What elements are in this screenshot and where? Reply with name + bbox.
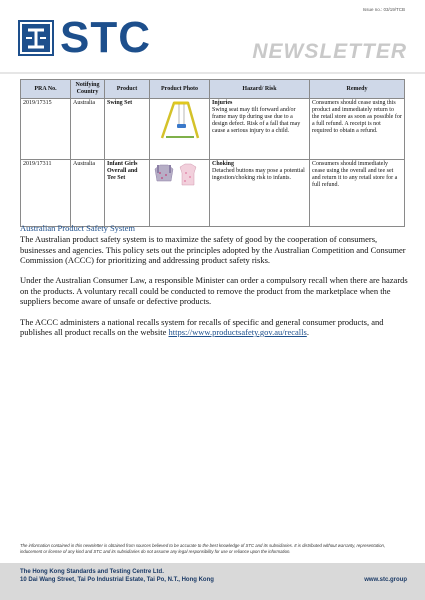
notifying-country: Australia [71,160,105,227]
recalls-table [20,79,405,227]
pra-number: 2019/17315 [21,99,71,160]
stc-logo [18,13,178,62]
pra-number: 2019/17311 [21,160,71,227]
table-row [21,99,405,160]
page-footer [0,563,425,600]
stc-logo-icon [18,20,54,56]
column-header: Notifying Country [71,80,105,99]
article-section [20,223,412,348]
hazard-cell [210,99,310,160]
section-title: Australian Product Safety System [20,223,135,233]
product-name: Swing Set [105,99,150,160]
table-header-row [21,80,405,99]
page-header [0,0,425,78]
column-header: Hazard/ Risk [210,80,310,99]
column-header: Product [105,80,150,99]
hazard-text: Detached buttons may pose a potential ingestion/choking risk to infants. [212,168,305,181]
paragraph-text: The ACCC administers a national recalls system for recalls of specific and general consumer products, and publishes all product recalls on the website [20,316,384,337]
brand-name: STC [60,13,151,62]
column-header: Remedy [310,80,405,99]
column-header: Product Photo [150,80,210,99]
remedy-text: Consumers should immediately cease using the overall and tee set and return it to any retail store for a full refund. [310,160,405,227]
company-address: 10 Dai Wang Street, Tai Po Industrial Estate, Tai Po, N.T., Hong Kong [20,577,214,583]
product-photo-cell [150,99,210,160]
header-divider [0,72,425,74]
notifying-country: Australia [71,99,105,160]
hazard-cell [210,160,310,227]
newsletter-title: NEWSLETTER [252,40,407,63]
disclaimer: The information contained in this newsletter is obtained from sources believed to be accurate to the best knowledge of STC and its subsidiaries. It is distributed without warranty, representation, inducement or license of any kind and STC and its subsidiaries do not assume any legal responsibility for use or reliance upon the information. [20,543,386,554]
recalls-link[interactable]: https://www.productsafety.gov.au/recalls [168,326,307,337]
swing-set-photo [152,100,206,140]
paragraph: Under the Australian Consumer Law, a responsible Minister can order a compulsory recall when there are hazards on the products. A voluntary recall could be conducted to remove the product from the marketplace when the suppliers become aware of unsafe or defective products. [20,275,408,307]
hazard-title: Choking [212,161,235,167]
table-row [21,160,405,227]
paragraph: The Australian product safety system is to maximize the safety of good by the cooperation of consumers, businesses and agencies. This policy sets out the principles adopted by the Australian Competition and Consumer Commission (ACCC) for prioritizing and addressing product safety risks. [20,234,406,265]
company-name: The Hong Kong Standards and Testing Centre Ltd. [20,569,164,575]
paragraph-with-link [20,317,412,338]
remedy-text: Consumers should cease using this product and immediately return to the retail store as soon as possible for a full refund. A receipt is not required to obtain a refund. [310,99,405,160]
paragraph-end: . [306,326,309,337]
issue-number: Issue no.: 03/19/TCB [362,7,405,12]
product-name: Infant Girls Overall and Tee Set [105,160,150,227]
overall-set-photo [152,161,206,201]
column-header: PRA No. [21,80,71,99]
hazard-text: Swing seat may tilt forward and/or frame may tip during use due to a design defect. Risk of a fall that may cause a serious injury to a child. [212,107,301,134]
product-photo-cell [150,160,210,227]
company-website: www.stc.group [364,577,407,583]
hazard-title: Injuries [212,100,233,106]
